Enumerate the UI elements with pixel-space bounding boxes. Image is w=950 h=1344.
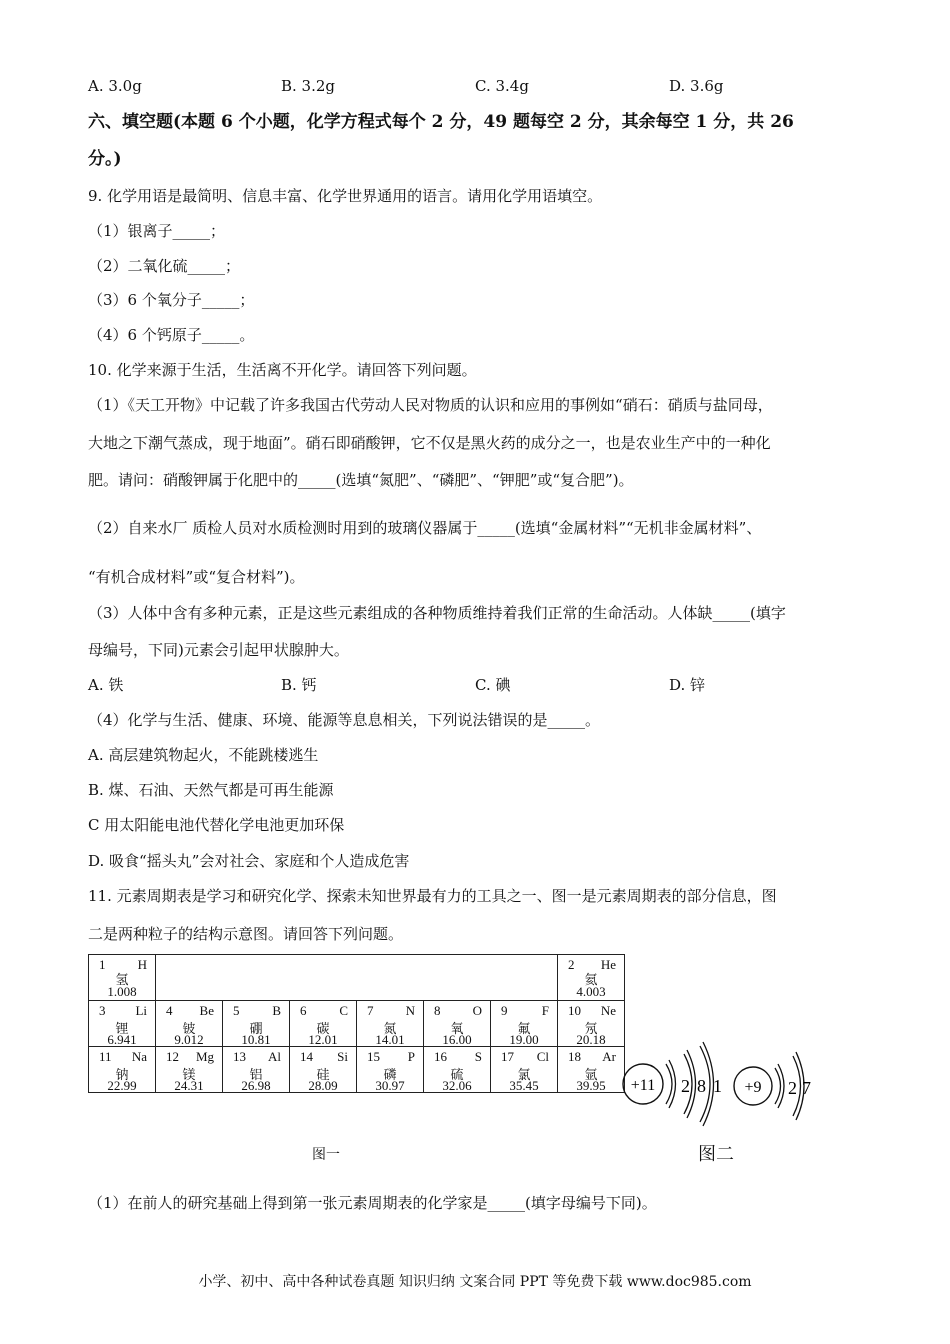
table-gap	[156, 955, 223, 1001]
atomic-mass: 35.45	[509, 1078, 539, 1093]
q10-p4-stem: （4）化学与生活、健康、环境、能源等息息相关，下列说法错误的是_____。	[88, 711, 601, 729]
atomic-number: 12	[166, 1049, 179, 1064]
atomic-number: 6	[300, 1003, 307, 1018]
element-cell	[290, 1047, 357, 1093]
atomic-number: 11	[99, 1049, 112, 1064]
q10-p1-line2: 大地之下潮气蒸成，现于地面”。硝石即硝酸钾，它不仅是黑火药的成分之一，也是农业生产中的一种化	[88, 434, 771, 452]
q11-stem-line1: 11. 元素周期表是学习和研究化学、探索未知世界最有力的工具之一、图一是元素周期表的部分信息，图	[88, 887, 777, 905]
atomic-number: 4	[166, 1003, 173, 1018]
element-name: 氮	[383, 1021, 397, 1036]
q10-p3-line2: 母编号，下同)元素会引起甲状腺肿大。	[88, 641, 349, 659]
element-symbol: Cl	[536, 1049, 549, 1064]
section6-title: 六、填空题(本题 6 个小题，化学方程式每个 2 分，49 题每空 2 分，其余每空 1 分，共 26	[88, 112, 794, 132]
q8-option-c: C. 3.4g	[475, 77, 529, 95]
element-name: 铍	[182, 1021, 196, 1036]
element-cell	[558, 955, 625, 1001]
element-name: 硅	[316, 1067, 330, 1082]
atomic-number: 15	[367, 1049, 380, 1064]
q10-p1-line1: （1）《天工开物》中记载了许多我国古代劳动人民对物质的认识和应用的事例如“硝石：硝质与盐同母，	[88, 396, 773, 414]
atomic-number: 1	[99, 957, 106, 972]
element-symbol: S	[474, 1049, 482, 1064]
q9-item-3: （3）6 个氧分子_____；	[88, 291, 255, 309]
element-name: 氯	[517, 1067, 531, 1082]
electron-count: 7	[802, 1078, 811, 1098]
element-symbol: H	[137, 957, 147, 972]
element-symbol: Ne	[600, 1003, 616, 1018]
atomic-mass: 1.008	[107, 984, 137, 999]
q10-p3-option-b: B. 钙	[281, 676, 317, 694]
element-name: 钠	[115, 1067, 129, 1082]
atomic-mass: 24.31	[174, 1078, 204, 1093]
particle-structure-diagram	[618, 1040, 818, 1140]
element-name: 氟	[517, 1021, 531, 1036]
element-cell	[491, 1001, 558, 1047]
element-cell	[223, 1047, 290, 1093]
atomic-number: 8	[434, 1003, 441, 1018]
element-cell	[491, 1047, 558, 1093]
q9-stem: 9. 化学用语是最简明、信息丰富、化学世界通用的语言。请用化学用语填空。	[88, 187, 603, 205]
q10-p1-line3: 肥。请问：硝酸钾属于化肥中的_____(选填“氮肥”、“磷肥”、“钾肥”或“复合肥”)。	[88, 471, 634, 489]
atomic-number: 7	[367, 1003, 374, 1018]
electron-shell-arc	[666, 1064, 672, 1104]
element-cell	[558, 1047, 625, 1093]
atomic-mass: 30.97	[375, 1078, 405, 1093]
q8-option-d: D. 3.6g	[669, 77, 724, 95]
figure2-caption: 图二	[698, 1144, 734, 1165]
q9-item-1: （1）银离子_____；	[88, 222, 226, 240]
atomic-mass: 9.012	[174, 1032, 204, 1047]
element-cell	[357, 1047, 424, 1093]
q9-item-2: （2）二氧化硫_____；	[88, 257, 241, 275]
element-symbol: He	[600, 957, 616, 972]
element-symbol: P	[407, 1049, 415, 1064]
atomic-mass: 39.95	[576, 1078, 606, 1093]
element-name: 氦	[584, 972, 598, 987]
element-name: 氧	[450, 1021, 464, 1036]
electron-count: 1	[713, 1076, 722, 1096]
element-name: 氩	[584, 1067, 598, 1082]
q10-p3-option-d: D. 锌	[669, 676, 706, 694]
q10-p3-option-a: A. 铁	[88, 676, 124, 694]
element-symbol: Al	[268, 1049, 281, 1064]
element-cell	[89, 1047, 156, 1093]
element-cell	[156, 1001, 223, 1047]
element-cell	[156, 1047, 223, 1093]
element-name: 硫	[450, 1067, 464, 1082]
atomic-mass: 20.18	[576, 1032, 606, 1047]
electron-shell-arc	[775, 1068, 781, 1104]
q8-option-a: A. 3.0g	[88, 77, 142, 95]
element-name: 磷	[383, 1067, 397, 1082]
atomic-number: 3	[99, 1003, 106, 1018]
atomic-number: 18	[568, 1049, 581, 1064]
q10-p2-line2: “有机合成材料”或“复合材料”)。	[88, 568, 305, 586]
atomic-number: 2	[568, 957, 575, 972]
element-symbol: B	[272, 1003, 281, 1018]
periodic-table	[88, 954, 625, 1093]
q11-sub1: （1）在前人的研究基础上得到第一张元素周期表的化学家是_____(填字母编号下同)。	[88, 1194, 657, 1212]
atomic-mass: 10.81	[241, 1032, 271, 1047]
element-symbol: O	[472, 1003, 482, 1018]
element-symbol: Mg	[195, 1049, 214, 1064]
element-symbol: Si	[337, 1049, 348, 1064]
table-gap	[290, 955, 357, 1001]
element-cell	[89, 955, 156, 1001]
nucleus-charge: +11	[630, 1077, 656, 1094]
element-name: 镁	[182, 1067, 196, 1082]
q9-item-4: （4）6 个钙原子_____。	[88, 326, 255, 344]
atomic-mass: 16.00	[442, 1032, 472, 1047]
element-symbol: Be	[199, 1003, 214, 1018]
element-cell	[424, 1001, 491, 1047]
element-cell	[558, 1001, 625, 1047]
element-symbol: F	[541, 1003, 549, 1018]
table-gap	[424, 955, 491, 1001]
q10-p4-option-c: C 用太阳能电池代替化学电池更加环保	[88, 816, 345, 834]
element-symbol: Ar	[602, 1049, 616, 1064]
atomic-mass: 19.00	[509, 1032, 539, 1047]
atomic-number: 13	[233, 1049, 246, 1064]
q8-option-b: B. 3.2g	[281, 77, 336, 95]
table-gap	[223, 955, 290, 1001]
figure1-caption: 图一	[312, 1147, 340, 1163]
element-cell	[223, 1001, 290, 1047]
q10-p4-option-d: D. 吸食“摇头丸”会对社会、家庭和个人造成危害	[88, 852, 410, 870]
table-gap	[357, 955, 424, 1001]
table-gap	[491, 955, 558, 1001]
atomic-number: 14	[300, 1049, 313, 1064]
element-name: 碳	[316, 1021, 330, 1036]
element-name: 锂	[115, 1021, 129, 1036]
element-name: 铝	[249, 1067, 263, 1082]
q10-p4-option-a: A. 高层建筑物起火，不能跳楼逃生	[88, 746, 319, 764]
element-symbol: Na	[131, 1049, 147, 1064]
atomic-number: 5	[233, 1003, 240, 1018]
atomic-number: 17	[501, 1049, 514, 1064]
q11-stem-line2: 二是两种粒子的结构示意图。请回答下列问题。	[88, 925, 404, 943]
electron-count: 2	[788, 1078, 797, 1098]
element-cell	[424, 1047, 491, 1093]
element-symbol: C	[339, 1003, 348, 1018]
atomic-mass: 6.941	[107, 1032, 137, 1047]
q10-p3-line1: （3）人体中含有多种元素，正是这些元素组成的各种物质维持着我们正常的生命活动。人体缺_____(填字	[88, 604, 786, 622]
q10-p4-option-b: B. 煤、石油、天然气都是可再生能源	[88, 781, 334, 799]
section6-title-cont: 分。)	[88, 149, 122, 169]
atomic-mass: 4.003	[576, 984, 606, 999]
atomic-number: 16	[434, 1049, 447, 1064]
q10-stem: 10. 化学来源于生活，生活离不开化学。请回答下列问题。	[88, 361, 477, 379]
element-symbol: Li	[135, 1003, 147, 1018]
atomic-mass: 32.06	[442, 1078, 472, 1093]
q10-p2-line1: （2）自来水厂 质检人员对水质检测时用到的玻璃仪器属于_____(选填“金属材料”“无机非金属材料”、	[88, 519, 762, 537]
page-footer: 小学、初中、高中各种试卷真题 知识归纳 文案合同 PPT 等免费下载 www.doc985.com	[198, 1274, 752, 1290]
element-cell	[89, 1001, 156, 1047]
element-symbol: N	[405, 1003, 415, 1018]
electron-count: 2	[681, 1076, 690, 1096]
atomic-number: 9	[501, 1003, 508, 1018]
element-name: 氢	[115, 972, 129, 987]
element-name: 硼	[249, 1021, 263, 1036]
electron-count: 8	[697, 1076, 706, 1096]
atomic-number: 10	[568, 1003, 581, 1018]
element-name: 氖	[584, 1021, 598, 1036]
atomic-mass: 28.09	[308, 1078, 338, 1093]
q10-p3-option-c: C. 碘	[475, 676, 511, 694]
atomic-mass: 12.01	[308, 1032, 338, 1047]
atomic-mass: 26.98	[241, 1078, 271, 1093]
atomic-mass: 14.01	[375, 1032, 405, 1047]
atomic-mass: 22.99	[107, 1078, 137, 1093]
element-cell	[290, 1001, 357, 1047]
nucleus-charge: +9	[744, 1079, 762, 1096]
element-cell	[357, 1001, 424, 1047]
